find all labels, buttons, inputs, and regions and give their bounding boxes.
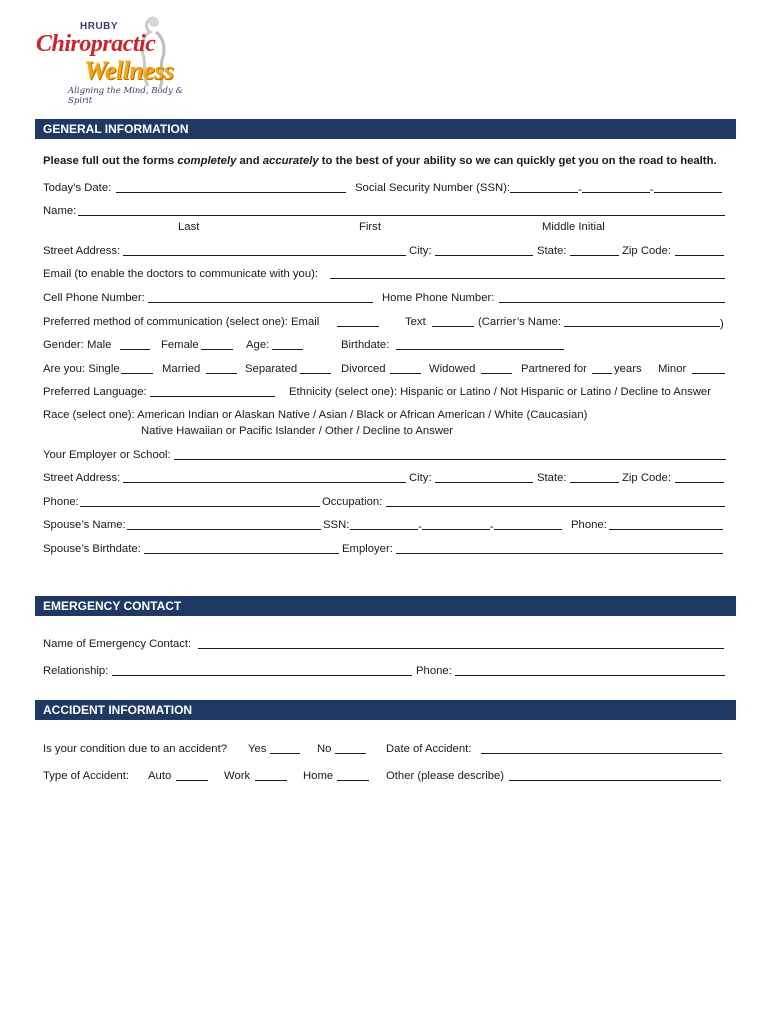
employer-city-field[interactable] bbox=[435, 471, 533, 487]
spouse-birthdate-field[interactable] bbox=[144, 542, 339, 558]
employer-phone-field[interactable] bbox=[80, 495, 320, 511]
employer-zip-label: Zip Code: bbox=[622, 472, 671, 484]
spouse-phone-label: Phone: bbox=[571, 519, 607, 531]
state-field[interactable] bbox=[570, 244, 619, 260]
accident-work-field[interactable] bbox=[255, 769, 287, 785]
name-last-caption: Last bbox=[178, 221, 200, 233]
marital-divorced-label: Divorced bbox=[341, 363, 386, 375]
accident-home-field[interactable] bbox=[337, 769, 369, 785]
carrier-label: (Carrier’s Name: bbox=[478, 316, 562, 328]
accident-no-field[interactable] bbox=[335, 742, 366, 758]
name-field[interactable] bbox=[78, 204, 725, 220]
marital-widowed-field[interactable] bbox=[481, 362, 512, 378]
accident-yes-field[interactable] bbox=[270, 742, 300, 758]
accident-auto-field[interactable] bbox=[176, 769, 208, 785]
birthdate-label: Birthdate: bbox=[341, 339, 390, 351]
years-label: years bbox=[614, 363, 642, 375]
marital-separated-label: Separated bbox=[245, 363, 298, 375]
home-phone-label: Home Phone Number: bbox=[382, 292, 495, 304]
street-address-label: Street Address: bbox=[43, 245, 121, 257]
email-label: Email (to enable the doctors to communicate with you): bbox=[43, 268, 319, 280]
name-label: Name: bbox=[43, 205, 77, 217]
city-label: City: bbox=[409, 245, 432, 257]
gender-female-label: Female bbox=[161, 339, 199, 351]
race-label-line1: Race (select one): American Indian or Alaskan Native / Asian / Black or African American / White (Caucasian) bbox=[43, 409, 588, 421]
employer-school-label: Your Employer or School: bbox=[43, 449, 171, 461]
marital-separated-field[interactable] bbox=[300, 362, 331, 378]
occupation-label: Occupation: bbox=[322, 496, 383, 508]
accident-work-label: Work bbox=[224, 770, 251, 782]
employer-state-field[interactable] bbox=[570, 471, 619, 487]
birthdate-field[interactable] bbox=[396, 338, 564, 354]
spouse-name-field[interactable] bbox=[127, 518, 321, 534]
employer-school-field[interactable] bbox=[174, 448, 726, 464]
pref-language-field[interactable] bbox=[150, 385, 275, 401]
todays-date-field[interactable] bbox=[116, 181, 346, 197]
logo-brand-sub: Wellness bbox=[84, 56, 174, 85]
employer-state-label: State: bbox=[537, 472, 567, 484]
accident-yes-label: Yes bbox=[248, 743, 267, 755]
clinic-logo bbox=[32, 14, 207, 106]
name-middle-caption: Middle Initial bbox=[542, 221, 605, 233]
home-phone-field[interactable] bbox=[499, 291, 725, 307]
pref-text-label: Text bbox=[405, 316, 426, 328]
marital-widowed-label: Widowed bbox=[429, 363, 476, 375]
gender-female-field[interactable] bbox=[201, 338, 233, 354]
employer-phone-label: Phone: bbox=[43, 496, 79, 508]
gender-male-field[interactable] bbox=[120, 338, 150, 354]
ssn-label: Social Security Number (SSN): bbox=[355, 182, 511, 194]
accident-other-label: Other (please describe) bbox=[386, 770, 505, 782]
partnered-label: Partnered for bbox=[521, 363, 587, 375]
logo-tagline: Aligning the Mind, Body & Spirit bbox=[68, 86, 184, 106]
spouse-ssn-field[interactable]: - - bbox=[350, 518, 562, 534]
partnered-years-field[interactable] bbox=[592, 362, 612, 378]
spouse-ssn-label: SSN: bbox=[323, 519, 350, 531]
pref-method-label: Preferred method of communication (select one): Email bbox=[43, 316, 320, 328]
accident-date-label: Date of Accident: bbox=[386, 743, 472, 755]
accident-no-label: No bbox=[317, 743, 332, 755]
marital-married-field[interactable] bbox=[206, 362, 237, 378]
occupation-field[interactable] bbox=[386, 495, 725, 511]
accident-other-field[interactable] bbox=[509, 769, 721, 785]
logo-brand-main: Chiropractic bbox=[36, 31, 156, 57]
employer-street-field[interactable] bbox=[123, 471, 406, 487]
pref-email-field[interactable] bbox=[337, 315, 379, 331]
employer-zip-field[interactable] bbox=[675, 471, 724, 487]
accident-home-label: Home bbox=[303, 770, 334, 782]
accident-question-label: Is your condition due to an accident? bbox=[43, 743, 228, 755]
ssn-field[interactable]: - - bbox=[510, 181, 722, 197]
minor-label: Minor bbox=[658, 363, 687, 375]
age-field[interactable] bbox=[272, 338, 303, 354]
street-address-field[interactable] bbox=[123, 244, 406, 260]
spouse-phone-field[interactable] bbox=[609, 518, 723, 534]
city-field[interactable] bbox=[435, 244, 533, 260]
age-label: Age: bbox=[246, 339, 270, 351]
zip-field[interactable] bbox=[675, 244, 724, 260]
logo-brand-top: HRUBY bbox=[80, 21, 119, 32]
marital-single-label: Are you: Single bbox=[43, 363, 120, 375]
section-header-accident: ACCIDENT INFORMATION bbox=[35, 700, 736, 720]
employer-street-label: Street Address: bbox=[43, 472, 121, 484]
accident-type-label: Type of Accident: bbox=[43, 770, 130, 782]
emergency-phone-field[interactable] bbox=[455, 664, 725, 680]
marital-married-label: Married bbox=[162, 363, 201, 375]
emergency-name-field[interactable] bbox=[198, 637, 724, 653]
employer-city-label: City: bbox=[409, 472, 432, 484]
spouse-employer-label: Employer: bbox=[342, 543, 393, 555]
ethnicity-label: Ethnicity (select one): Hispanic or Latino / Not Hispanic or Latino / Decline to Answer bbox=[289, 386, 711, 398]
spouse-birthdate-label: Spouse’s Birthdate: bbox=[43, 543, 141, 555]
spouse-name-label: Spouse’s Name: bbox=[43, 519, 126, 531]
state-label: State: bbox=[537, 245, 567, 257]
zip-label: Zip Code: bbox=[622, 245, 671, 257]
pref-text-field[interactable] bbox=[432, 315, 474, 331]
race-label-line2: Native Hawaiian or Pacific Islander / Other / Decline to Answer bbox=[141, 425, 454, 437]
pref-language-label: Preferred Language: bbox=[43, 386, 147, 398]
relationship-field[interactable] bbox=[112, 664, 412, 680]
section-header-general: GENERAL INFORMATION bbox=[35, 119, 736, 139]
emergency-phone-label: Phone: bbox=[416, 665, 452, 677]
section-header-emergency: EMERGENCY CONTACT bbox=[35, 596, 736, 616]
cell-phone-field[interactable] bbox=[148, 291, 373, 307]
spouse-employer-field[interactable] bbox=[396, 542, 723, 558]
gender-male-label: Gender: Male bbox=[43, 339, 112, 351]
accident-auto-label: Auto bbox=[148, 770, 172, 782]
todays-date-label: Today’s Date: bbox=[43, 182, 112, 194]
accident-date-field[interactable] bbox=[481, 742, 722, 758]
email-field[interactable] bbox=[330, 267, 725, 283]
minor-field[interactable] bbox=[692, 362, 725, 378]
carrier-field[interactable]: ) bbox=[564, 315, 724, 331]
intro-instructions: Please full out the forms completely and accurately to the best of your ability so we can quickly get you on the road to health. bbox=[43, 155, 717, 167]
relationship-label: Relationship: bbox=[43, 665, 109, 677]
emergency-name-label: Name of Emergency Contact: bbox=[43, 638, 192, 650]
marital-single-field[interactable] bbox=[121, 362, 153, 378]
marital-divorced-field[interactable] bbox=[390, 362, 421, 378]
cell-phone-label: Cell Phone Number: bbox=[43, 292, 145, 304]
name-first-caption: First bbox=[359, 221, 381, 233]
